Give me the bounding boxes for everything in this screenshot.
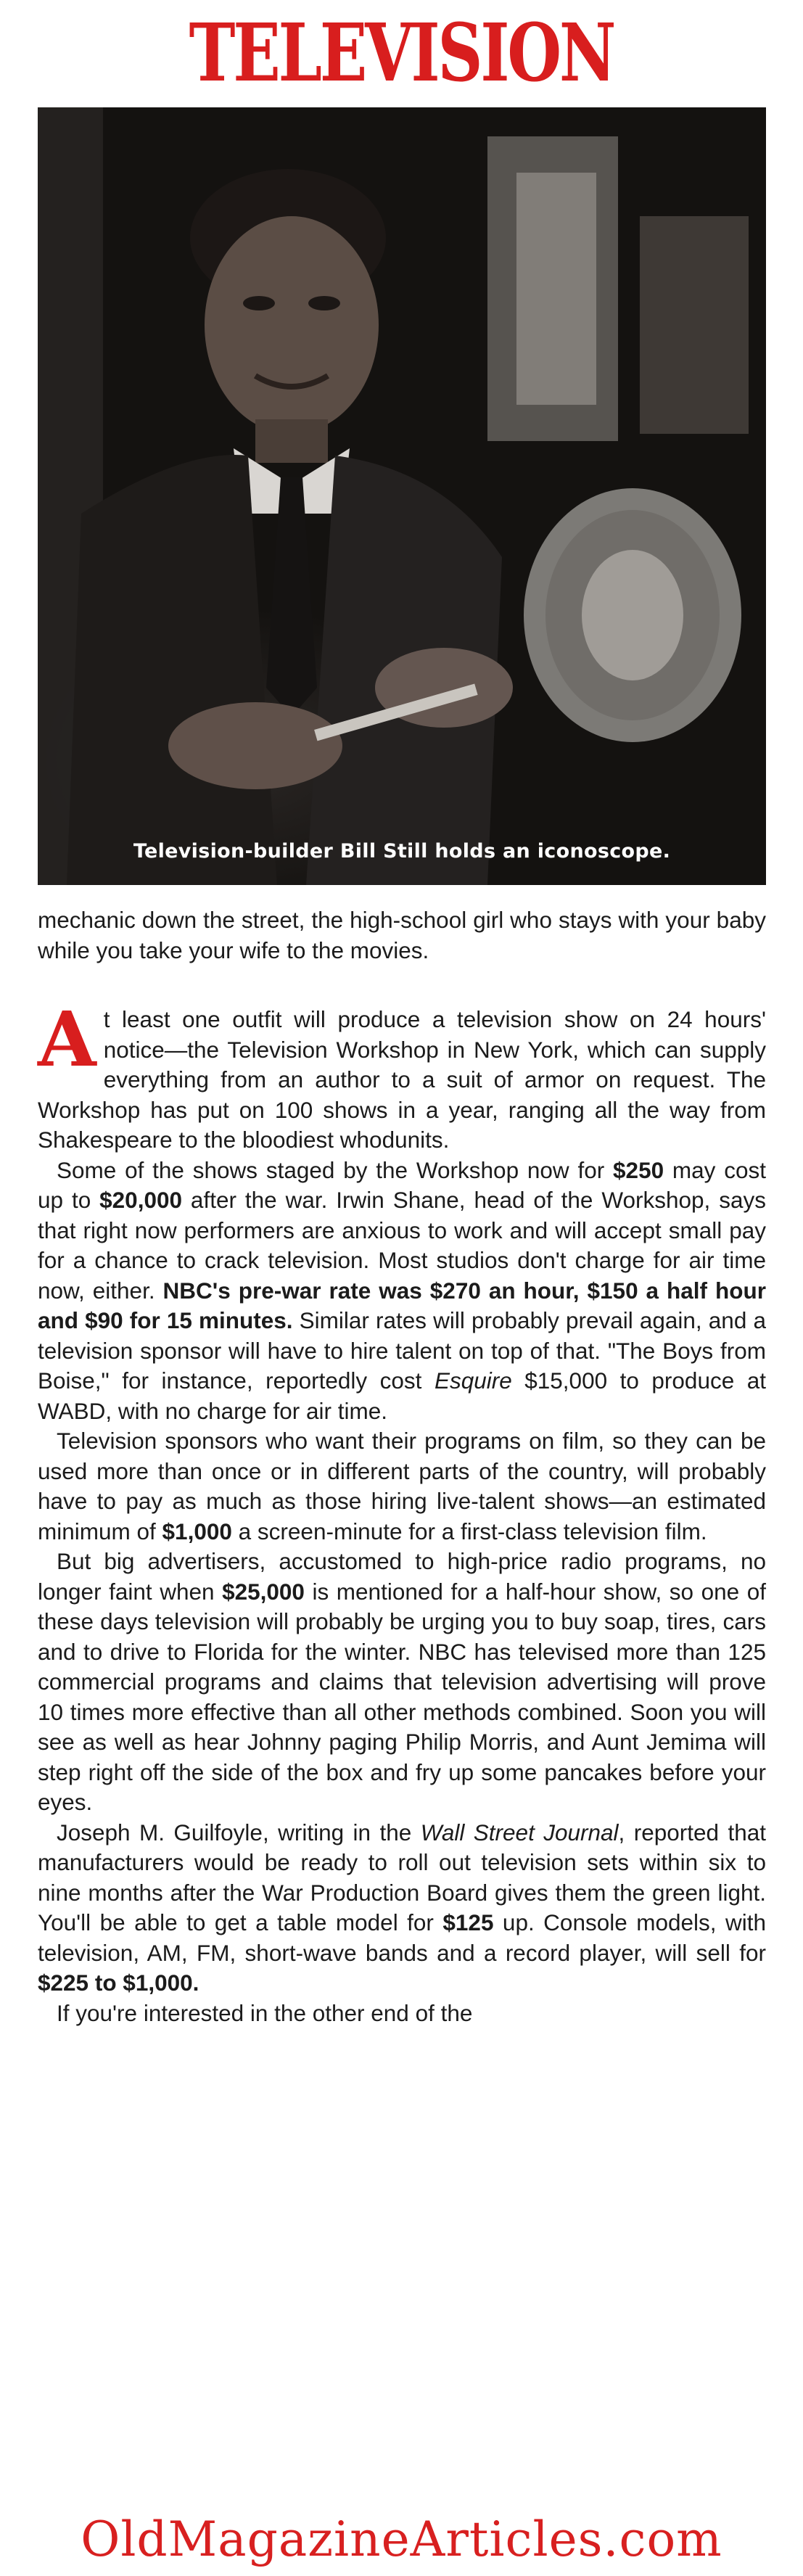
p3-a: Television sponsors who want their programs on film, so they can be used more than once or in different parts of the country, will probably have to pay as much as those hiring live-talent shows—an estimated minimum of [38,1428,766,1544]
paragraph-1 [38,995,766,1156]
site-watermark: OldMagazineArticles.com [81,2511,722,2567]
p5-c: up. Console models, with television, AM, FM, short-wave bands and a record player, will sell for [38,1909,767,1966]
p2-b: may cost up to [38,1156,766,1213]
p2-bold-1: $250 [613,1156,664,1183]
p2-c: after the war. Irwin Shane, head of the Workshop, says that right now performers are anxious to work and will accept small pay for a chance to crack television. Most studios don't charge for air time now, either. [38,1187,766,1304]
paragraph-0-text: mechanic down the street, the high-school girl who stays with your baby while you take your wife to the movies. [38,907,766,963]
paragraph-5 [38,1818,766,1999]
p2-bold-2: $20,000 [99,1187,183,1213]
paragraph-4 [38,1547,766,1818]
photo-illustration [38,107,766,885]
p2-e: $15,000 to produce at WABD, with no charge for air time. [38,1367,767,1424]
page-header [0,0,803,109]
paragraph-3 [38,1426,766,1547]
drop-cap: A [38,995,96,1084]
article-photo [38,107,766,885]
p5-bold-2: $225 to $1,000. [38,1970,199,1996]
p5-italic: Wall Street Journal [420,1819,619,1845]
p3-bold: $1,000 [162,1518,232,1544]
photo-caption: Television-builder Bill Still holds an iconoscope. [133,840,671,863]
p2-italic: Esquire [434,1367,512,1394]
paragraph-1-text: t least one outfit will produce a television show on 24 hours' notice—the Television Workshop in New York, which can supply everything from an author to a suit of armor on request. The Workshop has put on 100 shows in a year, ranging all the way from Shakespeare to the bloodiest whodunits. [38,1006,766,1153]
p4-bold: $25,000 [222,1578,305,1605]
p4-c: is mentioned for a half-hour show, so one of these days television will probably be urging you to buy soap, tires, cars and to drive to Florida for the winter. NBC has televised more than 125 commercial programs and claims that television advertising will prove 10 times more effective than all other methods combined. Soon you will see as well as hear Johnny paging Philip Morris, and Aunt Jemima will step right off the side of the box and fry up some pancakes before your eyes. [38,1578,766,1815]
p2-bold-3: NBC's pre-war rate was $270 an hour, $150 a half hour and $90 for 15 minutes. [38,1277,766,1333]
p4-a: But big advertisers, accustomed to high-price radio programs, no longer faint when [38,1548,766,1605]
paragraph-0 [38,905,766,966]
paragraph-2 [38,1156,766,1427]
p5-a: Joseph M. Guilfoyle, writing in the [57,1819,421,1845]
article-body [38,905,766,2028]
p2-a: Some of the shows staged by the Workshop now for [57,1156,614,1183]
p3-c: a screen-minute for a first-class television film. [231,1518,707,1544]
p5-bold-1: $125 [442,1909,494,1935]
paragraph-6 [38,1999,766,2029]
p5-b: , reported that manufacturers would be ready to roll out television sets within six to nine months after the War Production Board gives them the green light. You'll be able to get a table model for [38,1819,766,1935]
p2-d: Similar rates will probably prevail again, and a television sponsor will have to hire talent on top of that. "The Boys from Boise," for instance, reportedly cost [38,1307,766,1394]
p6-text: If you're interested in the other end of the [57,1999,473,2026]
section-title: TELEVISION [189,6,614,99]
